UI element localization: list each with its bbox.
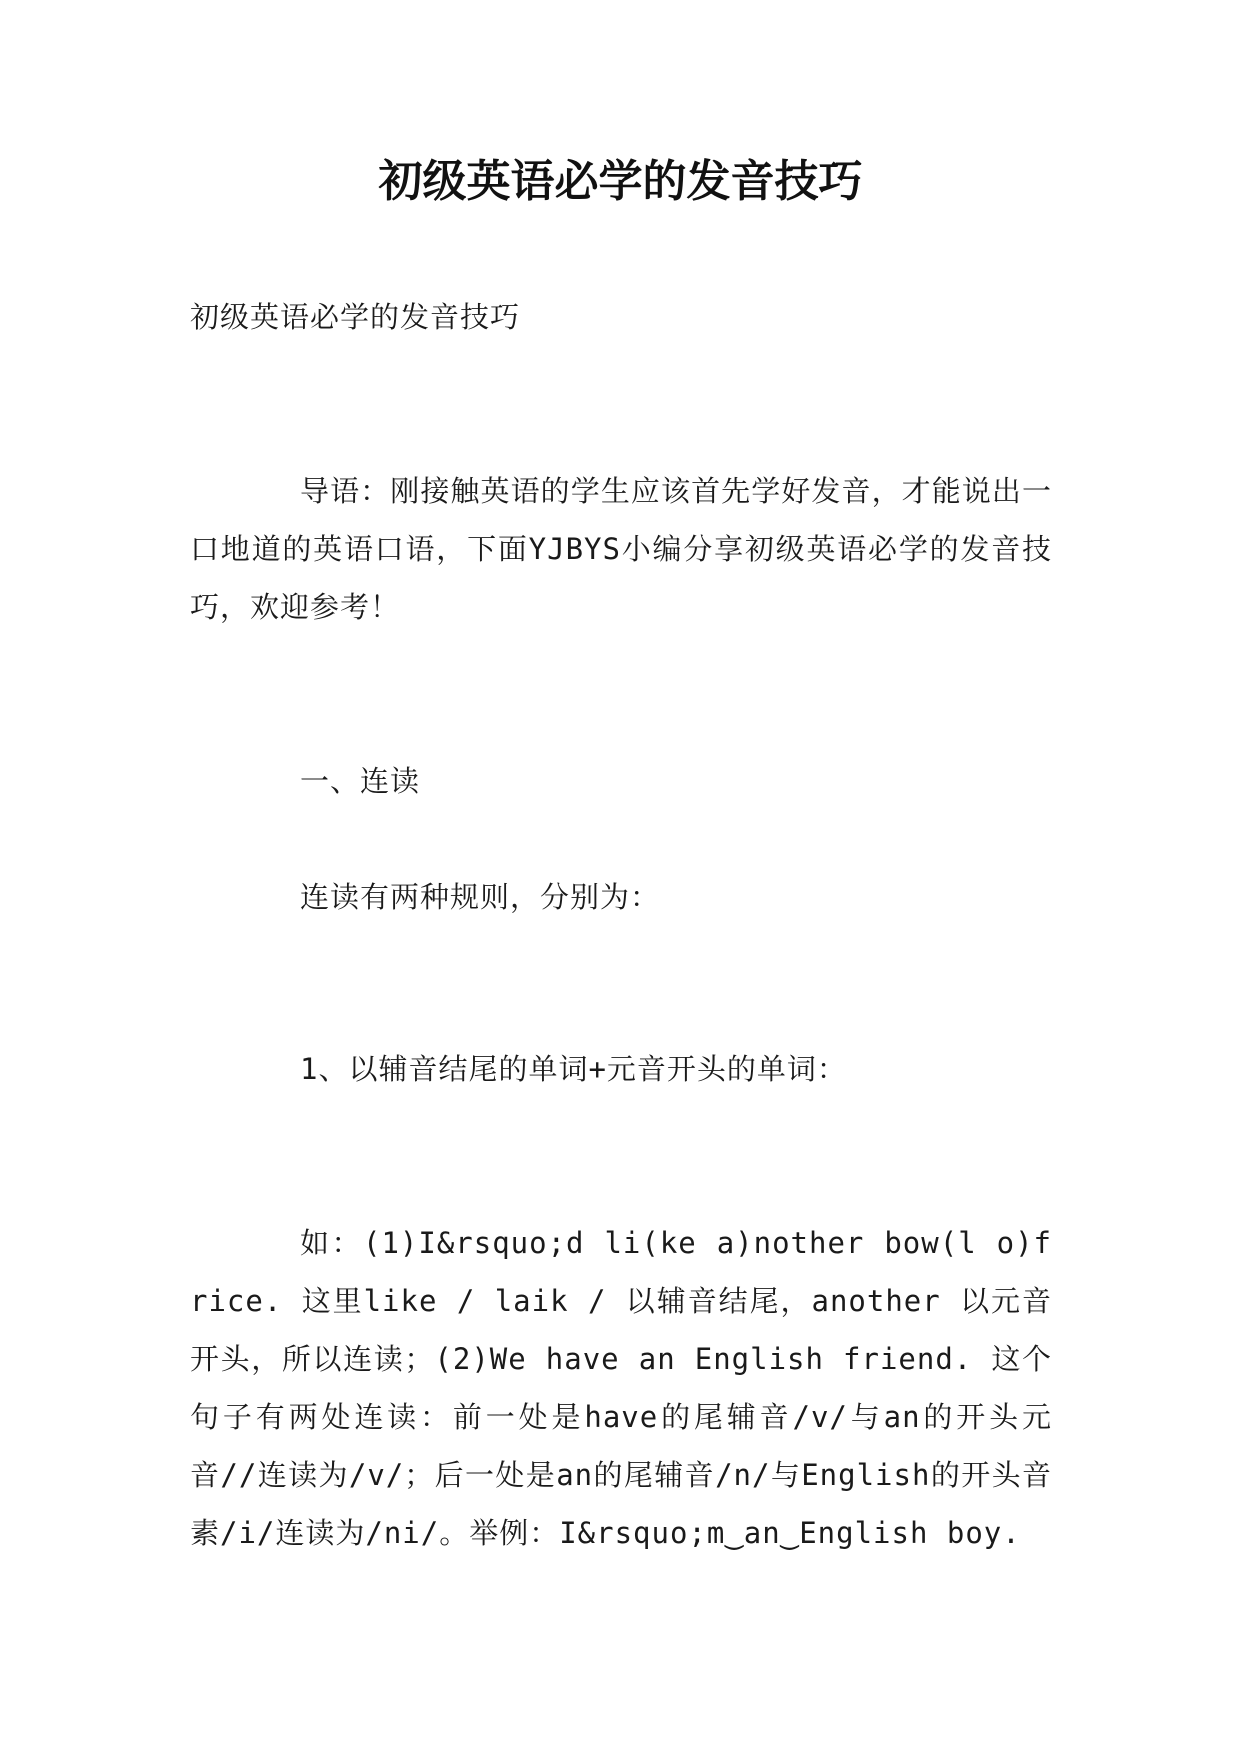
example-paragraph: 如：(1)I&rsquo;d li(ke a)nother bow(l o)f rice. 这里like / laik / 以辅音结尾，another 以元音开头，所以连读；(2)We have an English friend. 这个句子有两处连读：前一处是have的尾辅音/v/与an的开头元音//连读为/v/；后一处是an的尾辅音/n/与English的开头音素/i/连读为/ni/。举例：I&rsquo;m‿an‿English boy.	[190, 1226, 1052, 1550]
section-heading: 一、连读	[300, 764, 421, 798]
rule-one-paragraph: 1、以辅音结尾的单词+元音开头的单词：	[300, 1052, 847, 1086]
document-subtitle: 初级英语必学的发音技巧	[190, 300, 521, 334]
page-title: 初级英语必学的发音技巧	[378, 156, 863, 207]
intro-paragraph: 导语：刚接触英语的学生应该首先学好发音，才能说出一口地道的英语口语，下面YJBYS小编分享初级英语必学的发音技巧，欢迎参考！	[190, 474, 1052, 624]
rules-intro-paragraph: 连读有两种规则，分别为：	[300, 880, 661, 914]
